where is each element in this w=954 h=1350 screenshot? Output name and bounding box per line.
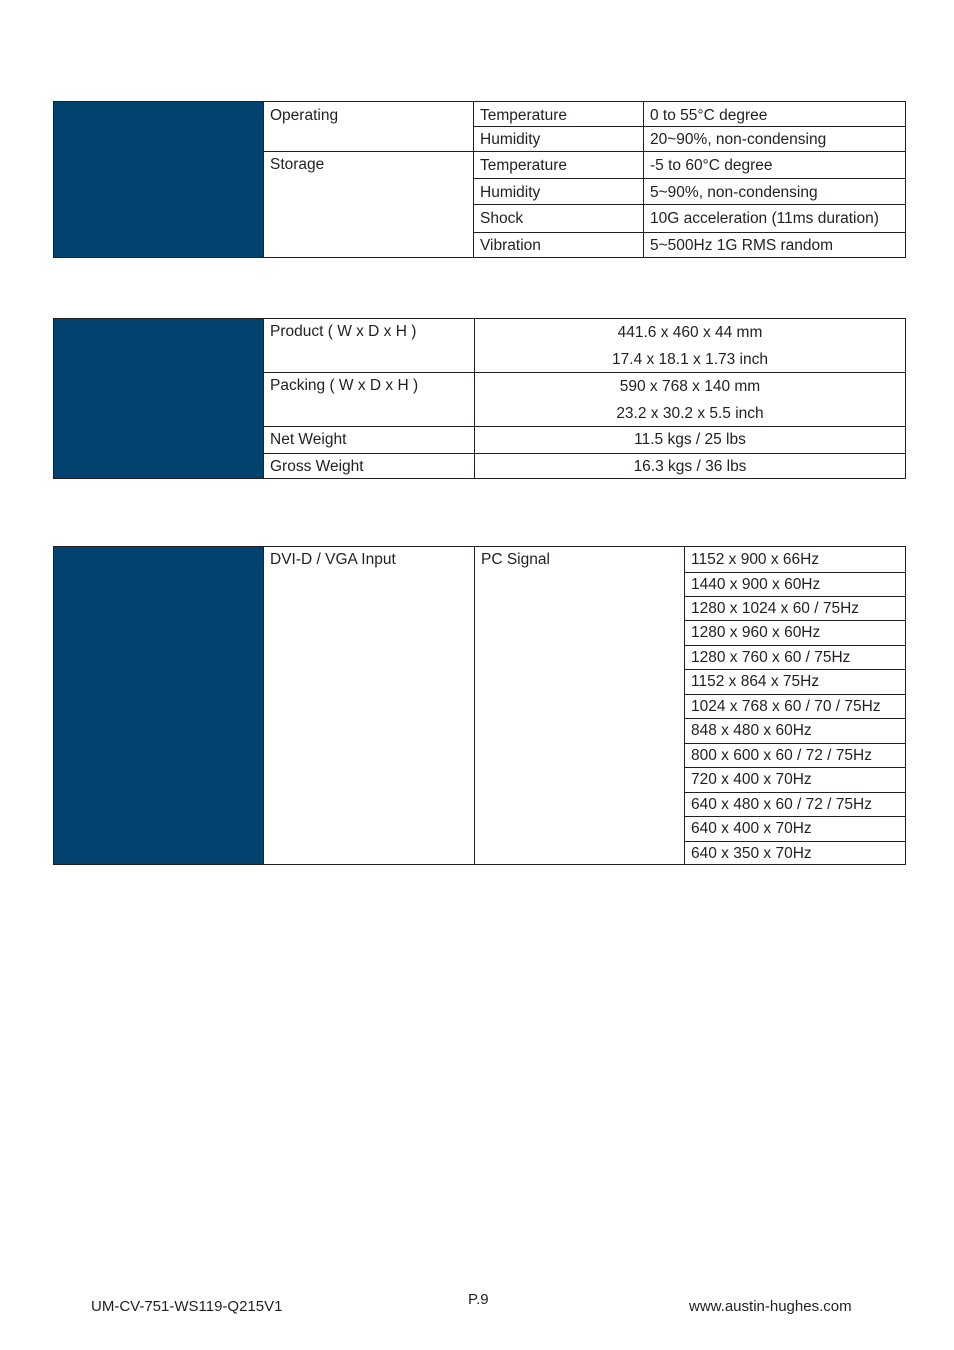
- dimensions-table: [53, 318, 906, 479]
- signal-row-divider: [684, 620, 905, 621]
- environment-table: [53, 101, 906, 258]
- document-id: UM-CV-751-WS119-Q215V1: [91, 1298, 283, 1315]
- storage-humidity-name: Humidity: [480, 184, 541, 201]
- product-size-metric: 441.6 x 460 x 44 mm: [617, 324, 763, 341]
- signal-mode-row: 720 x 400 x 70Hz: [691, 771, 812, 788]
- signal-mode-row: 1024 x 768 x 60 / 70 / 75Hz: [691, 698, 881, 715]
- operating-humidity-value: 20~90%, non-condensing: [650, 131, 827, 148]
- signal-row-divider: [684, 743, 905, 744]
- signal-row-divider: [684, 792, 905, 793]
- gross-weight-label: Gross Weight: [270, 458, 364, 475]
- packing-size-metric: 590 x 768 x 140 mm: [619, 378, 761, 395]
- packing-size-label: Packing ( W x D x H ): [270, 377, 419, 394]
- signal-mode-row: 800 x 600 x 60 / 72 / 75Hz: [691, 747, 872, 764]
- signal-row-divider: [684, 645, 905, 646]
- operating-temperature-value: 0 to 55°C degree: [650, 107, 768, 124]
- storage-vibration-value: 5~500Hz 1G RMS random: [650, 237, 834, 254]
- signal-table: [53, 546, 906, 865]
- product-size-label: Product ( W x D x H ): [270, 323, 417, 340]
- signal-mode-row: 640 x 400 x 70Hz: [691, 820, 812, 837]
- signal-mode-row: 1280 x 760 x 60 / 75Hz: [691, 649, 851, 666]
- storage-temperature-value: -5 to 60°C degree: [650, 157, 773, 174]
- environment-band: [54, 102, 263, 257]
- dimensions-band: [54, 319, 263, 478]
- product-size-imperial: 17.4 x 18.1 x 1.73 inch: [612, 351, 768, 368]
- net-weight-label: Net Weight: [270, 431, 347, 448]
- gross-weight-value: 16.3 kgs / 36 lbs: [633, 458, 747, 475]
- signal-row-divider: [684, 669, 905, 670]
- website-link[interactable]: www.austin-hughes.com: [689, 1298, 852, 1315]
- signal-mode-row: 1152 x 900 x 66Hz: [691, 551, 820, 568]
- signal-mode-row: 640 x 350 x 70Hz: [691, 845, 812, 862]
- storage-humidity-value: 5~90%, non-condensing: [650, 184, 818, 201]
- storage-shock-name: Shock: [480, 210, 524, 227]
- signal-row-divider: [684, 816, 905, 817]
- operating-label: Operating: [270, 107, 339, 124]
- signal-row-divider: [684, 596, 905, 597]
- input-label: DVI-D / VGA Input: [270, 551, 396, 568]
- signal-mode-row: 1152 x 864 x 75Hz: [691, 673, 820, 690]
- storage-shock-value: 10G acceleration (11ms duration): [650, 210, 879, 227]
- operating-temperature-name: Temperature: [480, 107, 568, 124]
- signal-row-divider: [684, 694, 905, 695]
- signal-mode-row: 640 x 480 x 60 / 72 / 75Hz: [691, 796, 872, 813]
- signal-mode-row: 1280 x 960 x 60Hz: [691, 624, 821, 641]
- signal-row-divider: [684, 841, 905, 842]
- page-number: P.9: [468, 1291, 489, 1308]
- storage-temperature-name: Temperature: [480, 157, 568, 174]
- packing-size-imperial: 23.2 x 30.2 x 5.5 inch: [616, 405, 764, 422]
- signal-row-divider: [684, 718, 905, 719]
- net-weight-value: 11.5 kgs / 25 lbs: [634, 431, 746, 448]
- signal-mode-row: 848 x 480 x 60Hz: [691, 722, 812, 739]
- signal-row-divider: [684, 572, 905, 573]
- signal-row-divider: [684, 767, 905, 768]
- signal-mode-row: 1280 x 1024 x 60 / 75Hz: [691, 600, 860, 617]
- operating-humidity-name: Humidity: [480, 131, 541, 148]
- signal-band: [54, 547, 263, 864]
- signal-label: PC Signal: [481, 551, 550, 568]
- storage-label: Storage: [270, 156, 325, 173]
- storage-vibration-name: Vibration: [480, 237, 541, 254]
- signal-mode-row: 1440 x 900 x 60Hz: [691, 576, 821, 593]
